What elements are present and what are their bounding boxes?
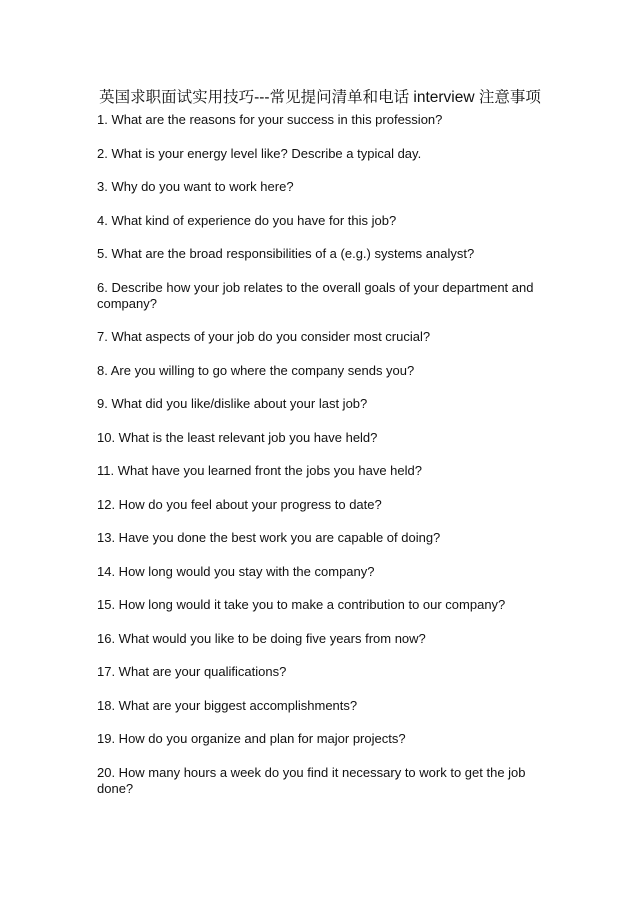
question-item: 17. What are your qualifications?: [97, 664, 287, 679]
question-item: 1. What are the reasons for your success in this profession?: [97, 112, 443, 127]
question-item: 9. What did you like/dislike about your last job?: [97, 396, 368, 411]
question-item: 8. Are you willing to go where the company sends you?: [97, 362, 415, 378]
question-item: 6. Describe how your job relates to the overall goals of your department and company?: [97, 279, 534, 311]
question-item: 14. How long would you stay with the company?: [97, 563, 375, 579]
question-item: 12. How do you feel about your progress to date?: [97, 496, 382, 512]
question-item: 13. Have you done the best work you are capable of doing?: [97, 530, 441, 545]
question-item: 16. What would you like to be doing five years from now?: [97, 630, 426, 646]
question-item: 3. Why do you want to work here?: [97, 179, 294, 194]
question-item: 19. How do you organize and plan for major projects?: [97, 731, 406, 746]
question-item: 11. What have you learned front the jobs you have held?: [97, 463, 422, 478]
document-title: 英国求职面试实用技巧---常见提问清单和电话 interview 注意事项: [99, 89, 541, 106]
question-item: 2. What is your energy level like? Describe a typical day.: [97, 145, 422, 161]
question-item: 18. What are your biggest accomplishments?: [97, 697, 358, 713]
question-item: 5. What are the broad responsibilities of a (e.g.) systems analyst?: [97, 246, 475, 261]
question-item: 20. How many hours a week do you find it necessary to work to get the job done?: [97, 764, 526, 796]
question-item: 7. What aspects of your job do you consider most crucial?: [97, 329, 431, 344]
question-item: 10. What is the least relevant job you have held?: [97, 429, 378, 445]
question-item: 4. What kind of experience do you have for this job?: [97, 212, 397, 228]
question-list: [97, 112, 547, 814]
question-item: 15. How long would it take you to make a contribution to our company?: [97, 597, 506, 612]
